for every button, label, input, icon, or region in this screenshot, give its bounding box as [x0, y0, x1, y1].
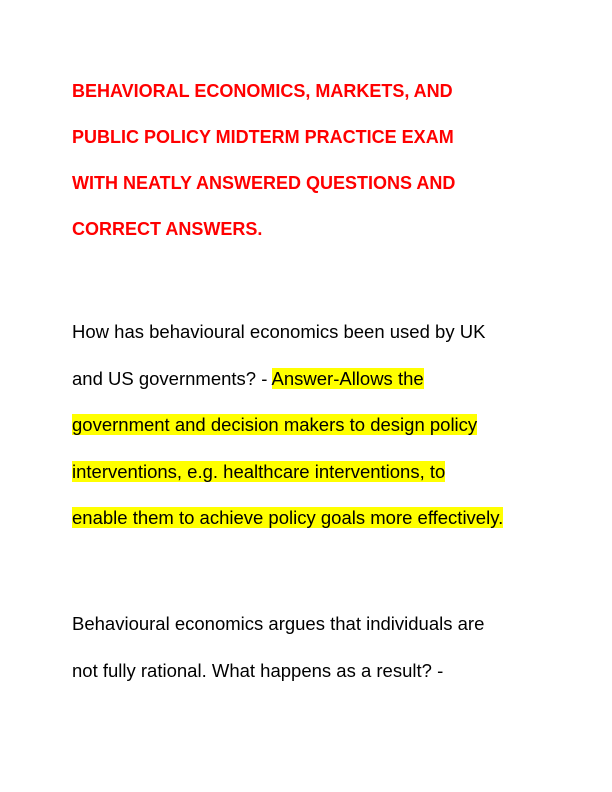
question-text-line — [72, 601, 552, 648]
question-text: How has behavioural economics been used by UK — [72, 321, 486, 342]
answer-text-line — [72, 449, 552, 496]
question-text: not fully rational. What happens as a result? - — [72, 659, 444, 681]
answer-highlight: interventions, e.g. healthcare interventions, to — [72, 460, 446, 482]
answer-text-line — [72, 402, 552, 449]
question-text: Behavioural economics argues that individuals are — [72, 613, 485, 634]
answer-highlight: enable them to achieve policy goals more effectively. — [72, 507, 504, 528]
question-answer-block — [72, 601, 552, 694]
answer-highlight: Answer-Allows the — [271, 367, 424, 389]
title-line: CORRECT ANSWERS. — [72, 219, 263, 239]
question-text-line — [72, 356, 552, 403]
document-title — [72, 68, 542, 252]
title-line: BEHAVIORAL ECONOMICS, MARKETS, AND — [72, 81, 453, 101]
question-text-line — [72, 648, 552, 695]
answer-highlight: government and decision makers to design policy — [72, 414, 478, 435]
title-line: PUBLIC POLICY MIDTERM PRACTICE EXAM — [72, 127, 454, 147]
title-line: WITH NEATLY ANSWERED QUESTIONS AND — [72, 173, 456, 193]
answer-text-line — [72, 495, 552, 542]
question-text-line — [72, 309, 552, 356]
question-answer-block — [72, 309, 552, 542]
question-text: and US governments? - — [72, 367, 272, 389]
